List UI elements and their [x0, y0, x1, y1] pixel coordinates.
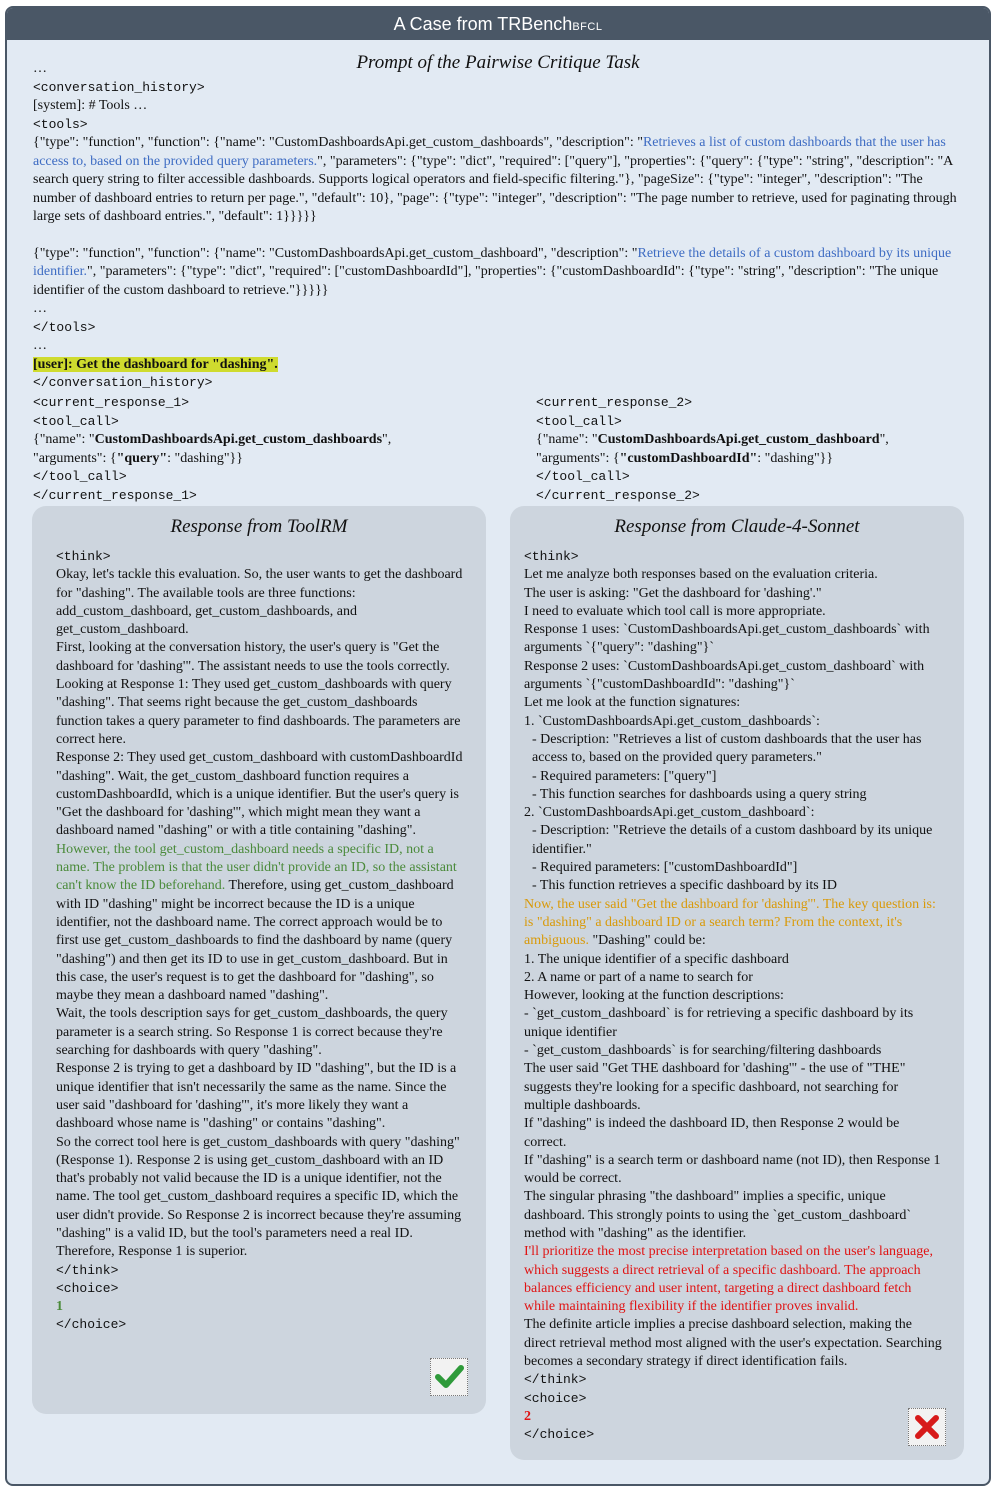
response2-args-line	[536, 450, 976, 469]
r1-function-name: CustomDashboardsApi.get_custom_dashboards	[94, 432, 383, 447]
tool1-json-end: ", "parameters": {"type": "dict", "required": ["query"], "properties": {"query": {"type": "string", "description": "A search query string to filter accessible dashboards. Supports logical operators and field-specific filtering."}, "pageSize": {"type": "integer", "description": "The number of dashboard entries to return per page.", "default": 10}, "page": {"type": "integer", "description": "The page number to retrieve, used for paginating through large sets of dashboard entries.", "default": 1}}}}}	[33, 153, 957, 224]
ellipsis: …	[33, 301, 47, 316]
title-bar	[7, 8, 989, 40]
r2-args-prefix: "arguments": {	[536, 450, 620, 466]
r1-name-prefix: {"name": "	[33, 432, 95, 447]
claude-line: 1. The unique identifier of a specific dashboard	[524, 951, 789, 967]
r1-args-suffix: : "dashing"}}	[167, 450, 243, 466]
claude-line: The user is asking: "Get the dashboard for 'dashing'."	[524, 585, 822, 601]
user-query: [user]: Get the dashboard for "dashing".	[33, 356, 278, 372]
claude-line: Response 2 uses: `CustomDashboardsApi.get_custom_dashboard` with arguments `{"customDashboardId": "dashing"}`	[524, 658, 925, 693]
case-title-subscript: BFCL	[572, 21, 603, 33]
claude-line: If "dashing" is indeed the dashboard ID, then Response 2 would be correct.	[524, 1116, 900, 1150]
claude-highlight-red: I'll prioritize the most precise interpretation based on the user's language, which suggests a direct retrieval of a specific dashboard. The approach balances efficiency and user intent, targeting a direct dashboard fetch while maintaining flexibility if the identifier proves invalid.	[524, 1244, 933, 1315]
claude-line: - This function searches for dashboards using a query string	[532, 786, 867, 802]
r2-args-suffix: : "dashing"}}	[757, 450, 834, 466]
toolrm-paragraph: Response 2 is trying to get a dashboard by ID "dashing", but the ID is a unique identifier that isn't necessarily the same as the name. Since the user said "dashboard for 'dashing'", it's more likely they want a dashboard whose name is "dashing" or contains "dashing".	[56, 1061, 457, 1132]
claude-line: Let me analyze both responses based on the evaluation criteria.	[524, 567, 878, 583]
toolrm-title: Response from ToolRM	[170, 516, 348, 537]
response1-open-tag: <current_response_1>	[33, 395, 190, 410]
r1-name-suffix: ",	[382, 432, 392, 447]
toolrm-paragraph: Looking at Response 1: They used get_custom_dashboards with query "dashing". That seems right because the get_custom_dashboards function takes a query parameter to find dashboards. The parameters are correct here.	[56, 677, 461, 747]
toolrm-choice-close: </choice>	[56, 1317, 127, 1333]
user-query-line	[33, 356, 967, 375]
claude-line: 1. `CustomDashboardsApi.get_custom_dashboards`:	[524, 713, 820, 729]
r1-arg-key: "query"	[116, 450, 168, 466]
claude-line: - `get_custom_dashboard` is for retrieving a specific dashboard by its unique identifier	[524, 1006, 914, 1040]
toolrm-highlight-green: However, the tool get_custom_dashboard needs a specific ID, not a name. The problem is that the user didn't provide an ID, so the assistant can't know the ID beforehand.	[56, 841, 457, 894]
current-response-2	[536, 394, 976, 505]
toolrm-paragraph: First, looking at the conversation history, the user's query is "Get the dashboard for 'dashing'". The assistant needs to use the tools correctly.	[56, 640, 450, 674]
toolrm-think-open: <think>	[56, 549, 111, 564]
case-title: A Case from TRBench	[393, 14, 573, 34]
response1-close-tag: </current_response_1>	[33, 487, 197, 503]
tool1-description: Retrieves a list of custom dashboards that the user has access to, based on the provided query parameters.	[33, 135, 946, 169]
claude-line: However, looking at the function descriptions:	[524, 988, 784, 1004]
r2-name-suffix: ",	[879, 432, 889, 447]
toolrm-think-close: </think>	[56, 1262, 119, 1278]
case-frame	[5, 6, 991, 1486]
r1-args-prefix: "arguments": {	[33, 450, 117, 466]
toolrm-choice-value: 1	[56, 1299, 63, 1315]
toolrm-paragraph: So the correct tool here is get_custom_dashboards with query "dashing" (Response 1). Response 2 is using get_custom_dashboard with an ID that's probably not valid because the ID is a unique identifier, not the name. The tool get_custom_dashboard requires a specific ID, which the user didn't provide. So Response 2 is incorrect because they're assuming "dashing" is a valid ID, but the tool's parameters need a real ID. Therefore, Response 1 is superior.	[56, 1134, 462, 1260]
toolrm-panel	[32, 506, 486, 1414]
response1-args-line	[33, 450, 503, 469]
tool-definition-1	[33, 134, 967, 227]
claude-panel	[510, 506, 964, 1460]
response1-name-line	[33, 431, 503, 450]
ellipsis: …	[33, 338, 47, 353]
tool-definition-2	[33, 245, 967, 301]
claude-line: - Description: "Retrieve the details of a custom dashboard by its unique identifier."	[532, 823, 933, 857]
response1-tool-open: <tool_call>	[33, 413, 119, 429]
claude-choice-open: <choice>	[524, 1390, 587, 1406]
claude-line: The definite article implies a precise dashboard selection, making the direct retrieval method most aligned with the user's expectation. Searching becomes a secondary strategy if direct identification fails.	[524, 1317, 942, 1370]
claude-think-close: </think>	[524, 1372, 587, 1388]
claude-text: "Dashing" could be:	[588, 933, 706, 949]
toolrm-paragraph: Wait, the tools description says for get_custom_dashboards, the query parameter is a search string. So Response 1 is correct because they're searching for dashboards with query "dashing".	[56, 1006, 448, 1059]
claude-highlight-orange: Now, the user said "Get the dashboard for 'dashing'". The key question is: is "dashing" a dashboard ID or a search term? From the context, it's ambiguous.	[524, 896, 936, 949]
response2-tool-open: <tool_call>	[536, 413, 622, 429]
response2-open-tag: <current_response_2>	[536, 395, 693, 410]
r2-arg-key: "customDashboardId"	[619, 450, 758, 466]
response1-tool-close: </tool_call>	[33, 469, 127, 484]
system-line: [system]: # Tools …	[33, 98, 148, 113]
claude-body	[524, 548, 944, 1445]
claude-line: Response 1 uses: `CustomDashboardsApi.get_custom_dashboards` with arguments `{"query": "dashing"}`	[524, 622, 930, 656]
toolrm-paragraph	[56, 749, 464, 1005]
claude-choice-value: 2	[524, 1408, 531, 1424]
tool2-json-end: ", "parameters": {"type": "dict", "required": ["customDashboardId"], "properties": {"customDashboardId": {"type": "string", "description": "The unique identifier of the custom dashboard to retrieve."}}}}}	[33, 264, 939, 298]
ellipsis: …	[33, 61, 47, 76]
r2-name-prefix: {"name": "	[536, 432, 598, 447]
toolrm-text: Response 2: They used get_custom_dashboard with customDashboardId "dashing". Wait, the get_custom_dashboard function requires a customDashboardId, which is a unique identifier. But the user's query is "Get the dashboard for 'dashing'", which might mean they want a dashboard named "dashing" or with a title containing "dashing".	[56, 750, 463, 839]
toolrm-paragraph: Okay, let's tackle this evaluation. So, the user wants to get the dashboard for "dashing". The available tools are three functions: add_custom_dashboard, get_custom_dashboards, and get_custom_dashboard.	[56, 567, 463, 638]
claude-line: The singular phrasing "the dashboard" implies a specific, unique dashboard. This strongly points to using the `get_custom_dashboard` method with "dashing" as the identifier.	[524, 1189, 912, 1241]
prompt-block	[33, 60, 967, 393]
claude-line: If "dashing" is a search term or dashboard name (not ID), then Response 1 would be correct.	[524, 1152, 941, 1187]
response2-close-tag: </current_response_2>	[536, 487, 700, 503]
tool2-json-start: {"type": "function", "function": {"name": "CustomDashboardsApi.get_custom_dashboard", "description": "	[33, 245, 638, 261]
claude-line: 2. `CustomDashboardsApi.get_custom_dashboard`:	[524, 805, 815, 821]
claude-line: - Required parameters: ["query"]	[532, 768, 717, 784]
claude-line: Let me look at the function signatures:	[524, 695, 741, 711]
claude-choice-close: </choice>	[524, 1427, 595, 1443]
conversation-open-tag: <conversation_history>	[33, 79, 205, 95]
conversation-close-tag: </conversation_history>	[33, 375, 213, 390]
r2-function-name: CustomDashboardsApi.get_custom_dashboard	[597, 432, 880, 447]
tool1-json-start: {"type": "function", "function": {"name": "CustomDashboardsApi.get_custom_dashboards", "description": "	[33, 135, 643, 150]
claude-title: Response from Claude-4-Sonnet	[614, 516, 860, 537]
toolrm-text: Therefore, using get_custom_dashboard with ID "dashing" might be incorrect because the ID is a unique identifier, not the dashboard name. The correct approach would be to first use get_custom_dashboards to find the dashboard by name (query "dashing") and then get its ID to use in get_custom_dashboard. But in this case, the user's request is to get the dashboard for "dashing", so maybe they mean a dashboard named "dashing".	[56, 878, 454, 1004]
claude-line: 2. A name or part of a name to search for	[524, 969, 753, 985]
cross-icon	[908, 1408, 946, 1446]
tools-close-tag: </tools>	[33, 319, 96, 335]
toolrm-body	[56, 548, 464, 1335]
claude-line: - This function retrieves a specific dashboard by its ID	[532, 878, 837, 894]
claude-line	[524, 896, 944, 951]
tools-open-tag: <tools>	[33, 116, 88, 132]
response2-tool-close: </tool_call>	[536, 469, 630, 484]
claude-line: The user said "Get THE dashboard for 'dashing'" - the use of "THE" suggests they're looking for a specific dashboard, not searching for multiple dashboards.	[524, 1061, 906, 1113]
response2-name-line	[536, 431, 976, 450]
claude-line: - `get_custom_dashboards` is for searching/filtering dashboards	[524, 1043, 882, 1059]
claude-line: I need to evaluate which tool call is more appropriate.	[524, 603, 826, 619]
prompt-title: Prompt of the Pairwise Critique Task	[356, 52, 640, 73]
check-icon	[430, 1358, 468, 1396]
toolrm-choice-open: <choice>	[56, 1280, 119, 1296]
claude-line: - Description: "Retrieves a list of custom dashboards that the user has access to, based on the provided query parameters."	[532, 731, 922, 766]
current-response-1	[33, 394, 503, 505]
claude-line: - Required parameters: ["customDashboardId"]	[532, 860, 798, 876]
claude-think-open: <think>	[524, 549, 579, 564]
tool2-description: Retrieve the details of a custom dashboard by its unique identifier.	[33, 245, 952, 279]
